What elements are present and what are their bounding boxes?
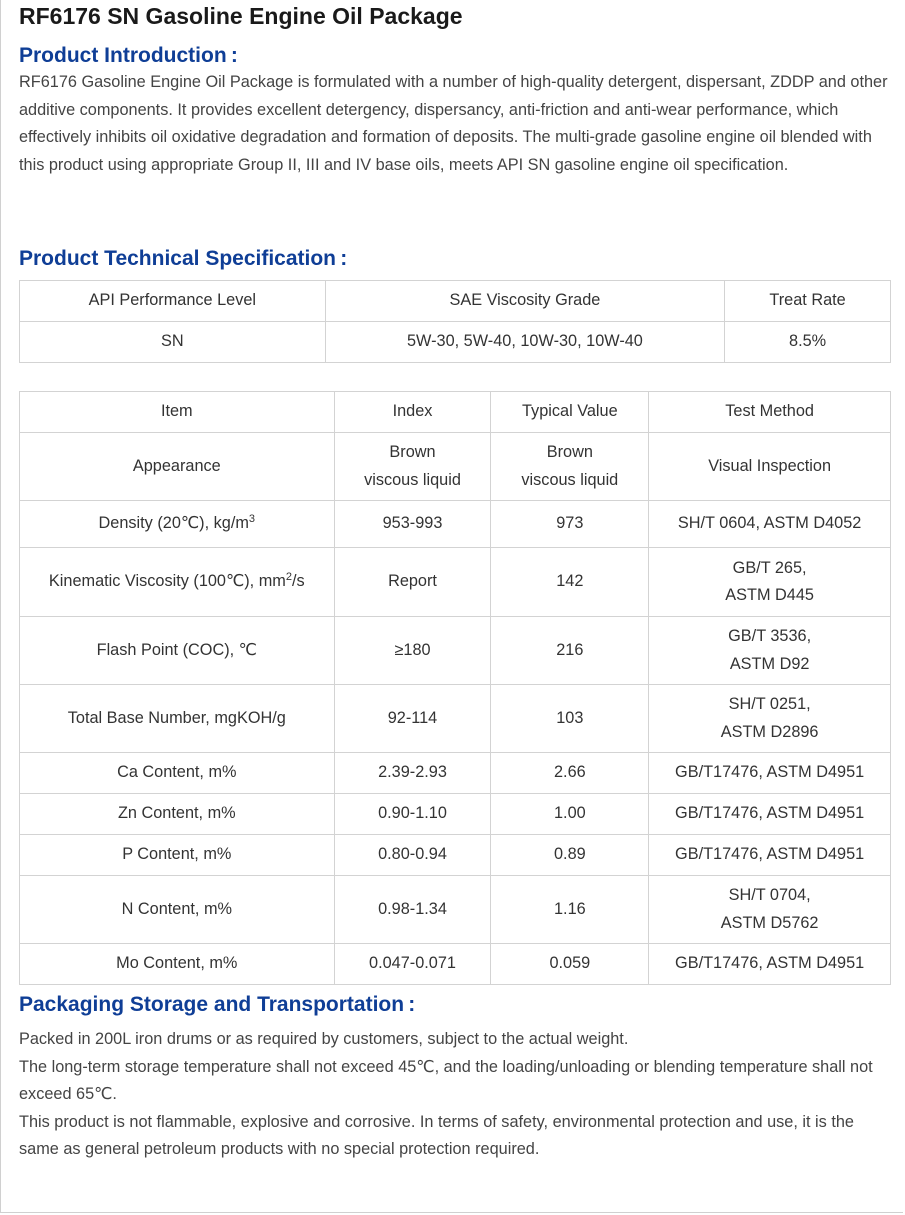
- table-row: [20, 685, 891, 753]
- index-cell: 2.39-2.93: [334, 753, 491, 794]
- method-cell: SH/T 0604, ASTM D4052: [649, 501, 891, 548]
- table-row: [20, 876, 891, 944]
- spec-header-sae: SAE Viscosity Grade: [325, 281, 724, 322]
- method-cell: GB/T 3536, ASTM D92: [649, 617, 891, 685]
- spec-value-sae: 5W-30, 5W-40, 10W-30, 10W-40: [325, 322, 724, 363]
- method-cell: GB/T17476, ASTM D4951: [649, 753, 891, 794]
- item-cell: Zn Content, m%: [20, 794, 335, 835]
- table-row: [20, 944, 891, 985]
- page-title: RF6176 SN Gasoline Engine Oil Package: [19, 3, 463, 29]
- item-cell: Ca Content, m%: [20, 753, 335, 794]
- item-cell: Density (20℃), $kg/m^3$: [20, 501, 335, 548]
- packaging-text: [19, 1026, 889, 1164]
- intro-heading: Product Introduction :: [19, 44, 238, 67]
- packaging-line: This product is not flammable, explosive and corrosive. In terms of safety, environmental protection and use, it is the same as general petroleum products with no special protection required.: [19, 1112, 854, 1158]
- index-cell: 92-114: [334, 685, 491, 753]
- item-cell: Flash Point (COC), ℃: [20, 617, 335, 685]
- index-cell: 0.80-0.94: [334, 835, 491, 876]
- table-row: [20, 548, 891, 617]
- item-cell: N Content, m%: [20, 876, 335, 944]
- method-cell: GB/T 265, ASTM D445: [649, 548, 891, 617]
- spec-header-api: API Performance Level: [20, 281, 326, 322]
- table-row: [20, 753, 891, 794]
- table-row: [20, 433, 891, 501]
- index-cell: 0.90-1.10: [334, 794, 491, 835]
- table-row: [20, 794, 891, 835]
- index-cell: ≥180: [334, 617, 491, 685]
- spec-heading: Product Technical Specification :: [19, 247, 348, 270]
- method-cell: GB/T17476, ASTM D4951: [649, 835, 891, 876]
- header-test-method: Test Method: [649, 392, 891, 433]
- method-cell: Visual Inspection: [649, 433, 891, 501]
- typical-cell: 142: [491, 548, 649, 617]
- properties-header-row: [20, 392, 891, 433]
- index-cell: Brown viscous liquid: [334, 433, 491, 501]
- index-cell: 0.047-0.071: [334, 944, 491, 985]
- typical-cell: 0.89: [491, 835, 649, 876]
- item-cell: Mo Content, m%: [20, 944, 335, 985]
- method-cell: SH/T 0704, ASTM D5762: [649, 876, 891, 944]
- typical-cell: 2.66: [491, 753, 649, 794]
- packaging-line: The long-term storage temperature shall not exceed 45℃, and the loading/unloading or blending temperature shall not exceed 65℃.: [19, 1057, 873, 1103]
- index-cell: Report: [334, 548, 491, 617]
- typical-cell: Brown viscous liquid: [491, 433, 649, 501]
- spec-header-row: [20, 281, 891, 322]
- method-cell: SH/T 0251, ASTM D2896: [649, 685, 891, 753]
- table-row: [20, 835, 891, 876]
- typical-cell: 216: [491, 617, 649, 685]
- intro-text: RF6176 Gasoline Engine Oil Package is formulated with a number of high-quality detergent, dispersant, ZDDP and other additive components. It provides excellent detergency, dispersancy, anti-friction and anti-wear performance, which effectively inhibits oil oxidative degradation and formation of deposits. The multi-grade gasoline engine oil blended with this product using appropriate Group II, III and IV base oils, meets API SN gasoline engine oil specification.: [19, 73, 888, 174]
- table-row: [20, 501, 891, 548]
- packaging-line: Packed in 200L iron drums or as required by customers, subject to the actual weight.: [19, 1030, 629, 1048]
- typical-cell: 973: [491, 501, 649, 548]
- table-row: [20, 617, 891, 685]
- header-index: Index: [334, 392, 491, 433]
- spec-table: [19, 280, 891, 363]
- item-cell: Total Base Number, mgKOH/g: [20, 685, 335, 753]
- header-typical-value: Typical Value: [491, 392, 649, 433]
- spec-value-row: [20, 322, 891, 363]
- item-cell: Kinematic Viscosity (100℃), $mm^2/s$: [20, 548, 335, 617]
- typical-cell: 1.00: [491, 794, 649, 835]
- method-cell: GB/T17476, ASTM D4951: [649, 794, 891, 835]
- index-cell: 953-993: [334, 501, 491, 548]
- index-cell: 0.98-1.34: [334, 876, 491, 944]
- properties-table: [19, 391, 891, 985]
- method-cell: GB/T17476, ASTM D4951: [649, 944, 891, 985]
- typical-cell: 0.059: [491, 944, 649, 985]
- item-cell: Appearance: [20, 433, 335, 501]
- item-cell: P Content, m%: [20, 835, 335, 876]
- spec-header-treat: Treat Rate: [725, 281, 891, 322]
- typical-cell: 103: [491, 685, 649, 753]
- spec-value-treat: 8.5%: [725, 322, 891, 363]
- packaging-heading: Packaging Storage and Transportation :: [19, 993, 416, 1016]
- header-item: Item: [20, 392, 335, 433]
- spec-value-api: SN: [20, 322, 326, 363]
- typical-cell: 1.16: [491, 876, 649, 944]
